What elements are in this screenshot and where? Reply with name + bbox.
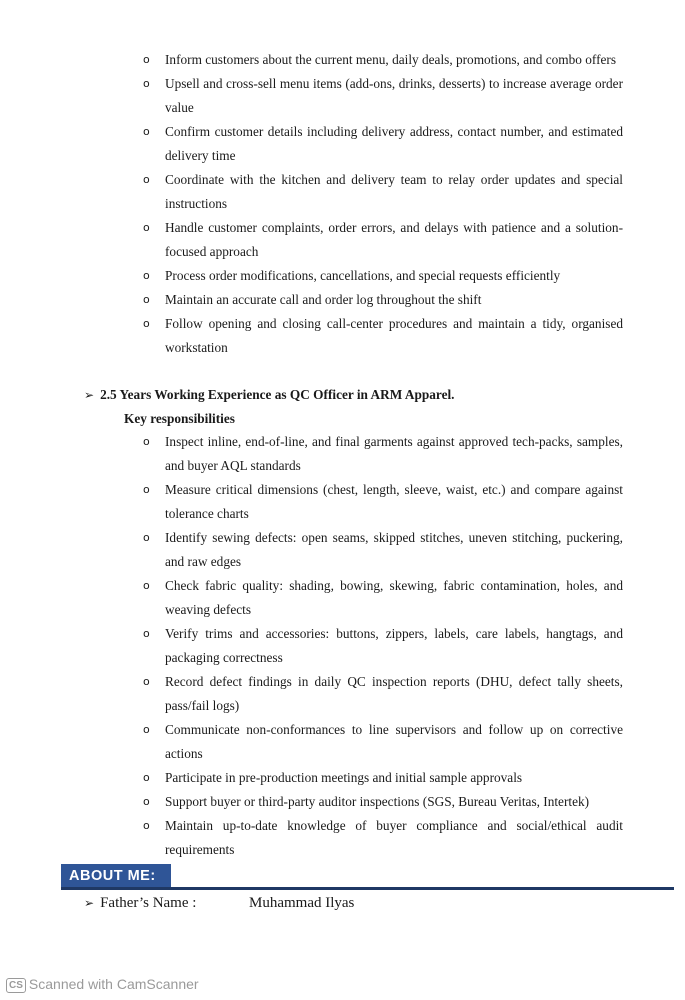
circle-bullet-icon: o [143, 795, 150, 808]
circle-bullet-icon: o [143, 675, 150, 688]
circle-bullet-icon: o [143, 483, 150, 496]
list-item-text: Support buyer or third-party auditor inspections (SGS, Bureau Veritas, Intertek) [165, 794, 590, 809]
circle-bullet-icon: o [143, 771, 150, 784]
list-item-text: Process order modifications, cancellations, and special requests efficiently [165, 268, 561, 283]
about-me-header: ABOUT ME: [61, 864, 171, 889]
list-item [143, 288, 623, 312]
list-item-text: Inspect inline, end-of-line, and final garments against approved tech-packs, samples, and buyer AQL standards [165, 434, 623, 473]
circle-bullet-icon: o [143, 269, 150, 282]
circle-bullet-icon: o [143, 819, 150, 832]
call-center-duties-list [0, 48, 623, 360]
list-item [143, 526, 623, 574]
circle-bullet-icon: o [143, 293, 150, 306]
list-item [143, 312, 623, 360]
circle-bullet-icon: o [143, 173, 150, 186]
qc-experience-heading [84, 383, 455, 407]
camscanner-logo-icon: CS [6, 978, 26, 993]
list-item [143, 766, 623, 790]
father-name-label: Father’s Name : [100, 895, 197, 911]
circle-bullet-icon: o [143, 317, 150, 330]
list-item [143, 48, 623, 72]
list-item [143, 790, 623, 814]
list-item-text: Record defect findings in daily QC inspection reports (DHU, defect tally sheets, pass/fail logs) [165, 674, 623, 713]
arrow-bullet-icon: ➢ [84, 896, 95, 910]
list-item-text: Inform customers about the current menu, daily deals, promotions, and combo offers [165, 52, 616, 67]
circle-bullet-icon: o [143, 531, 150, 544]
qc-heading-text: 2.5 Years Working Experience as QC Officer in ARM Apparel. [100, 387, 455, 402]
father-name-row [84, 891, 355, 915]
list-item-text: Coordinate with the kitchen and delivery team to relay order updates and special instructions [165, 172, 623, 211]
circle-bullet-icon: o [143, 221, 150, 234]
watermark-text: Scanned with CamScanner [28, 976, 199, 992]
list-item [143, 216, 623, 264]
list-item-text: Measure critical dimensions (chest, length, sleeve, waist, etc.) and compare against tolerance charts [165, 482, 623, 521]
list-item [143, 718, 623, 766]
list-item-text: Identify sewing defects: open seams, skipped stitches, uneven stitching, puckering, and raw edges [165, 530, 623, 569]
circle-bullet-icon: o [143, 579, 150, 592]
circle-bullet-icon: o [143, 125, 150, 138]
list-item-text: Upsell and cross-sell menu items (add-ons, drinks, desserts) to increase average order value [165, 76, 623, 115]
list-item [143, 72, 623, 120]
list-item-text: Confirm customer details including delivery address, contact number, and estimated delivery time [165, 124, 623, 163]
circle-bullet-icon: o [143, 77, 150, 90]
qc-responsibilities-list [0, 430, 623, 862]
circle-bullet-icon: o [143, 53, 150, 66]
list-item-text: Handle customer complaints, order errors, and delays with patience and a solution-focused approach [165, 220, 623, 259]
list-item [143, 574, 623, 622]
list-item [143, 670, 623, 718]
camscanner-watermark [6, 975, 199, 993]
list-item-text: Verify trims and accessories: buttons, zippers, labels, care labels, hangtags, and packaging correctness [165, 626, 623, 665]
list-item-text: Check fabric quality: shading, bowing, skewing, fabric contamination, holes, and weaving defects [165, 578, 623, 617]
list-item [143, 168, 623, 216]
list-item [143, 478, 623, 526]
father-name-value: Muhammad Ilyas [249, 895, 355, 911]
circle-bullet-icon: o [143, 723, 150, 736]
list-item-text: Communicate non-conformances to line supervisors and follow up on corrective actions [165, 722, 623, 761]
key-responsibilities-label: Key responsibilities [124, 411, 235, 426]
list-item [143, 264, 623, 288]
list-item-text: Maintain an accurate call and order log throughout the shift [165, 292, 482, 307]
list-item-text: Follow opening and closing call-center procedures and maintain a tidy, organised workstation [165, 316, 623, 355]
list-item [143, 120, 623, 168]
list-item-text: Participate in pre-production meetings and initial sample approvals [165, 770, 523, 785]
arrow-bullet-icon: ➢ [84, 388, 95, 402]
list-item [143, 622, 623, 670]
about-me-divider [61, 887, 674, 890]
list-item [143, 814, 623, 862]
list-item [143, 430, 623, 478]
circle-bullet-icon: o [143, 627, 150, 640]
circle-bullet-icon: o [143, 435, 150, 448]
list-item-text: Maintain up-to-date knowledge of buyer compliance and social/ethical audit requirements [165, 818, 623, 857]
